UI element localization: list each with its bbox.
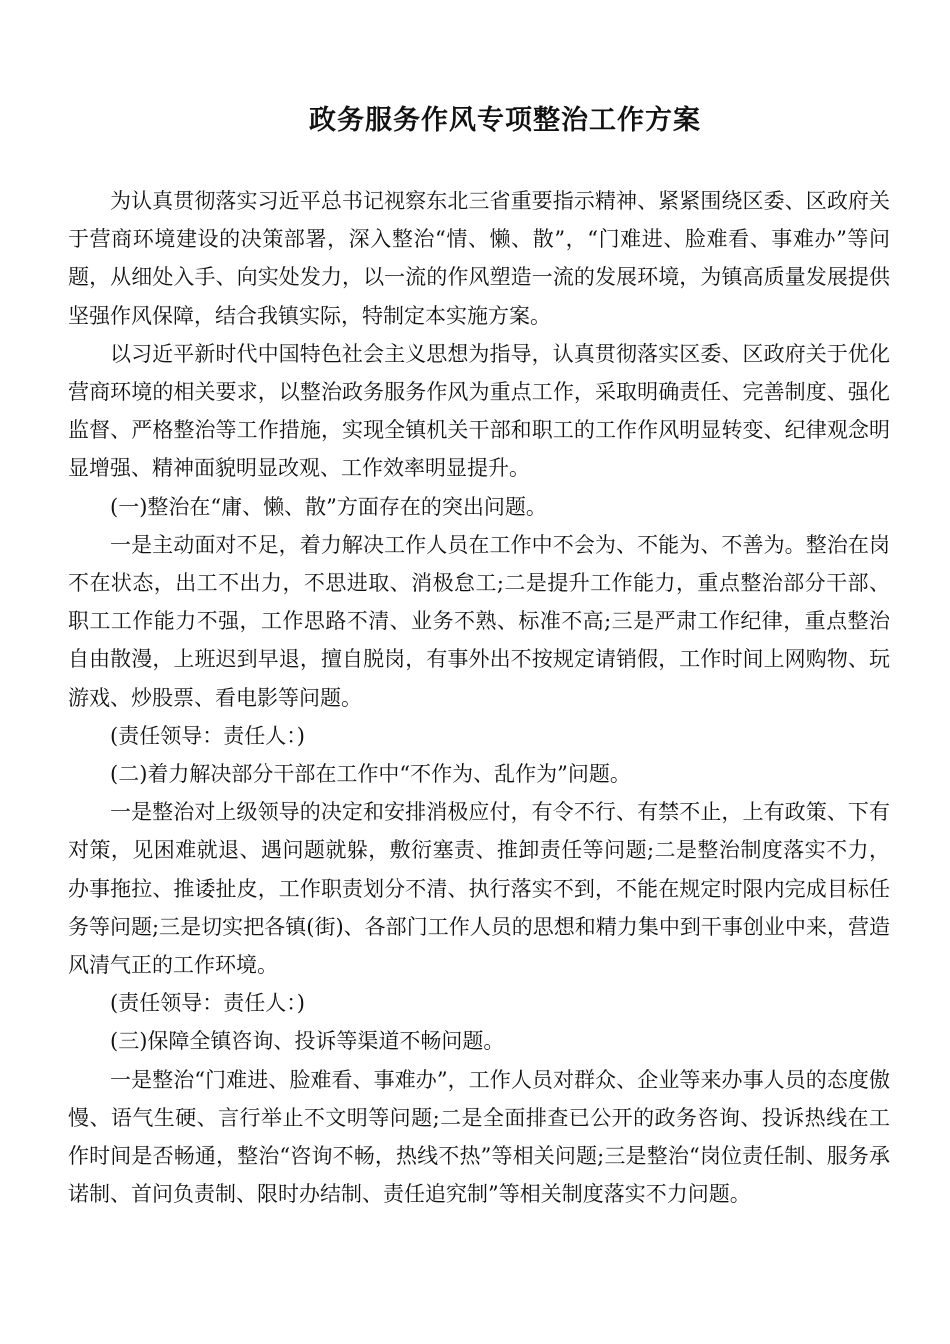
section-body-3: 一是整治“门难进、脸难看、事难办”，工作人员对群众、企业等来办事人员的态度傲慢、语气生硬、言行举止不文明等问题;二是全面排查已公开的政务咨询、投诉热线在工作时间是否畅通，整治“咨询不畅，热线不热”等相关问题;三是整治“岗位责任制、服务承诺制、首问负责制、限时办结制、责任追究制”等相关制度落实不力问题。 xyxy=(68,1067,890,1207)
section-heading-2: (二)着力解决部分干部在工作中“不作为、乱作为”问题。 xyxy=(110,762,631,787)
responsibility-line-1: (责任领导：责任人：) xyxy=(110,723,305,748)
document-title: 政务服务作风专项整治工作方案 xyxy=(309,105,701,136)
responsibility-line-2: (责任领导：责任人：) xyxy=(110,991,305,1016)
section-body-2: 一是整治对上级领导的决定和安排消极应付，有令不行、有禁不止，上有政策、下有对策，见困难就退、遇问题就躲，敷衍塞责、推卸责任等问题;二是整治制度落实不力，办事拖拉、推诿扯皮，工作职责划分不清、执行落实不到，不能在规定时限内完成目标任务等问题;三是切实把各镇(街)、各部门工作人员的思想和精力集中到干事创业中来，营造风清气正的工作环境。 xyxy=(68,800,890,978)
section-heading-3: (三)保障全镇咨询、投诉等渠道不畅问题。 xyxy=(110,1029,505,1054)
document-body xyxy=(68,182,890,1213)
paragraph-guiding-principle: 以习近平新时代中国特色社会主义思想为指导，认真贯彻落实区委、区政府关于优化营商环境的相关要求，以整治政务服务作风为重点工作，采取明确责任、完善制度、强化监督、严格整治等工作措施，实现全镇机关干部和职工的工作作风明显转变、纪律观念明显增强、精神面貌明显改观、工作效率明显提升。 xyxy=(68,341,890,481)
section-body-1: 一是主动面对不足，着力解决工作人员在工作中不会为、不能为、不善为。整治在岗不在状态，出工不出力，不思进取、消极怠工;二是提升工作能力，重点整治部分干部、职工工作能力不强，工作思路不清、业务不熟、标准不高;三是严肃工作纪律，重点整治自由散漫，上班迟到早退，擅自脱岗，有事外出不按规定请销假，工作时间上网购物、玩游戏、炒股票、看电影等问题。 xyxy=(68,532,890,710)
paragraph-intro: 为认真贯彻落实习近平总书记视察东北三省重要指示精神、紧紧围绕区委、区政府关于营商环境建设的决策部署，深入整治“情、懒、散”，“门难进、脸难看、事难办”等问题，从细处入手、向实处发力，以一流的作风塑造一流的发展环境，为镇高质量发展提供坚强作风保障，结合我镇实际，特制定本实施方案。 xyxy=(68,189,890,328)
section-heading-1: (一)整治在“庸、懒、散”方面存在的突出问题。 xyxy=(110,494,547,519)
